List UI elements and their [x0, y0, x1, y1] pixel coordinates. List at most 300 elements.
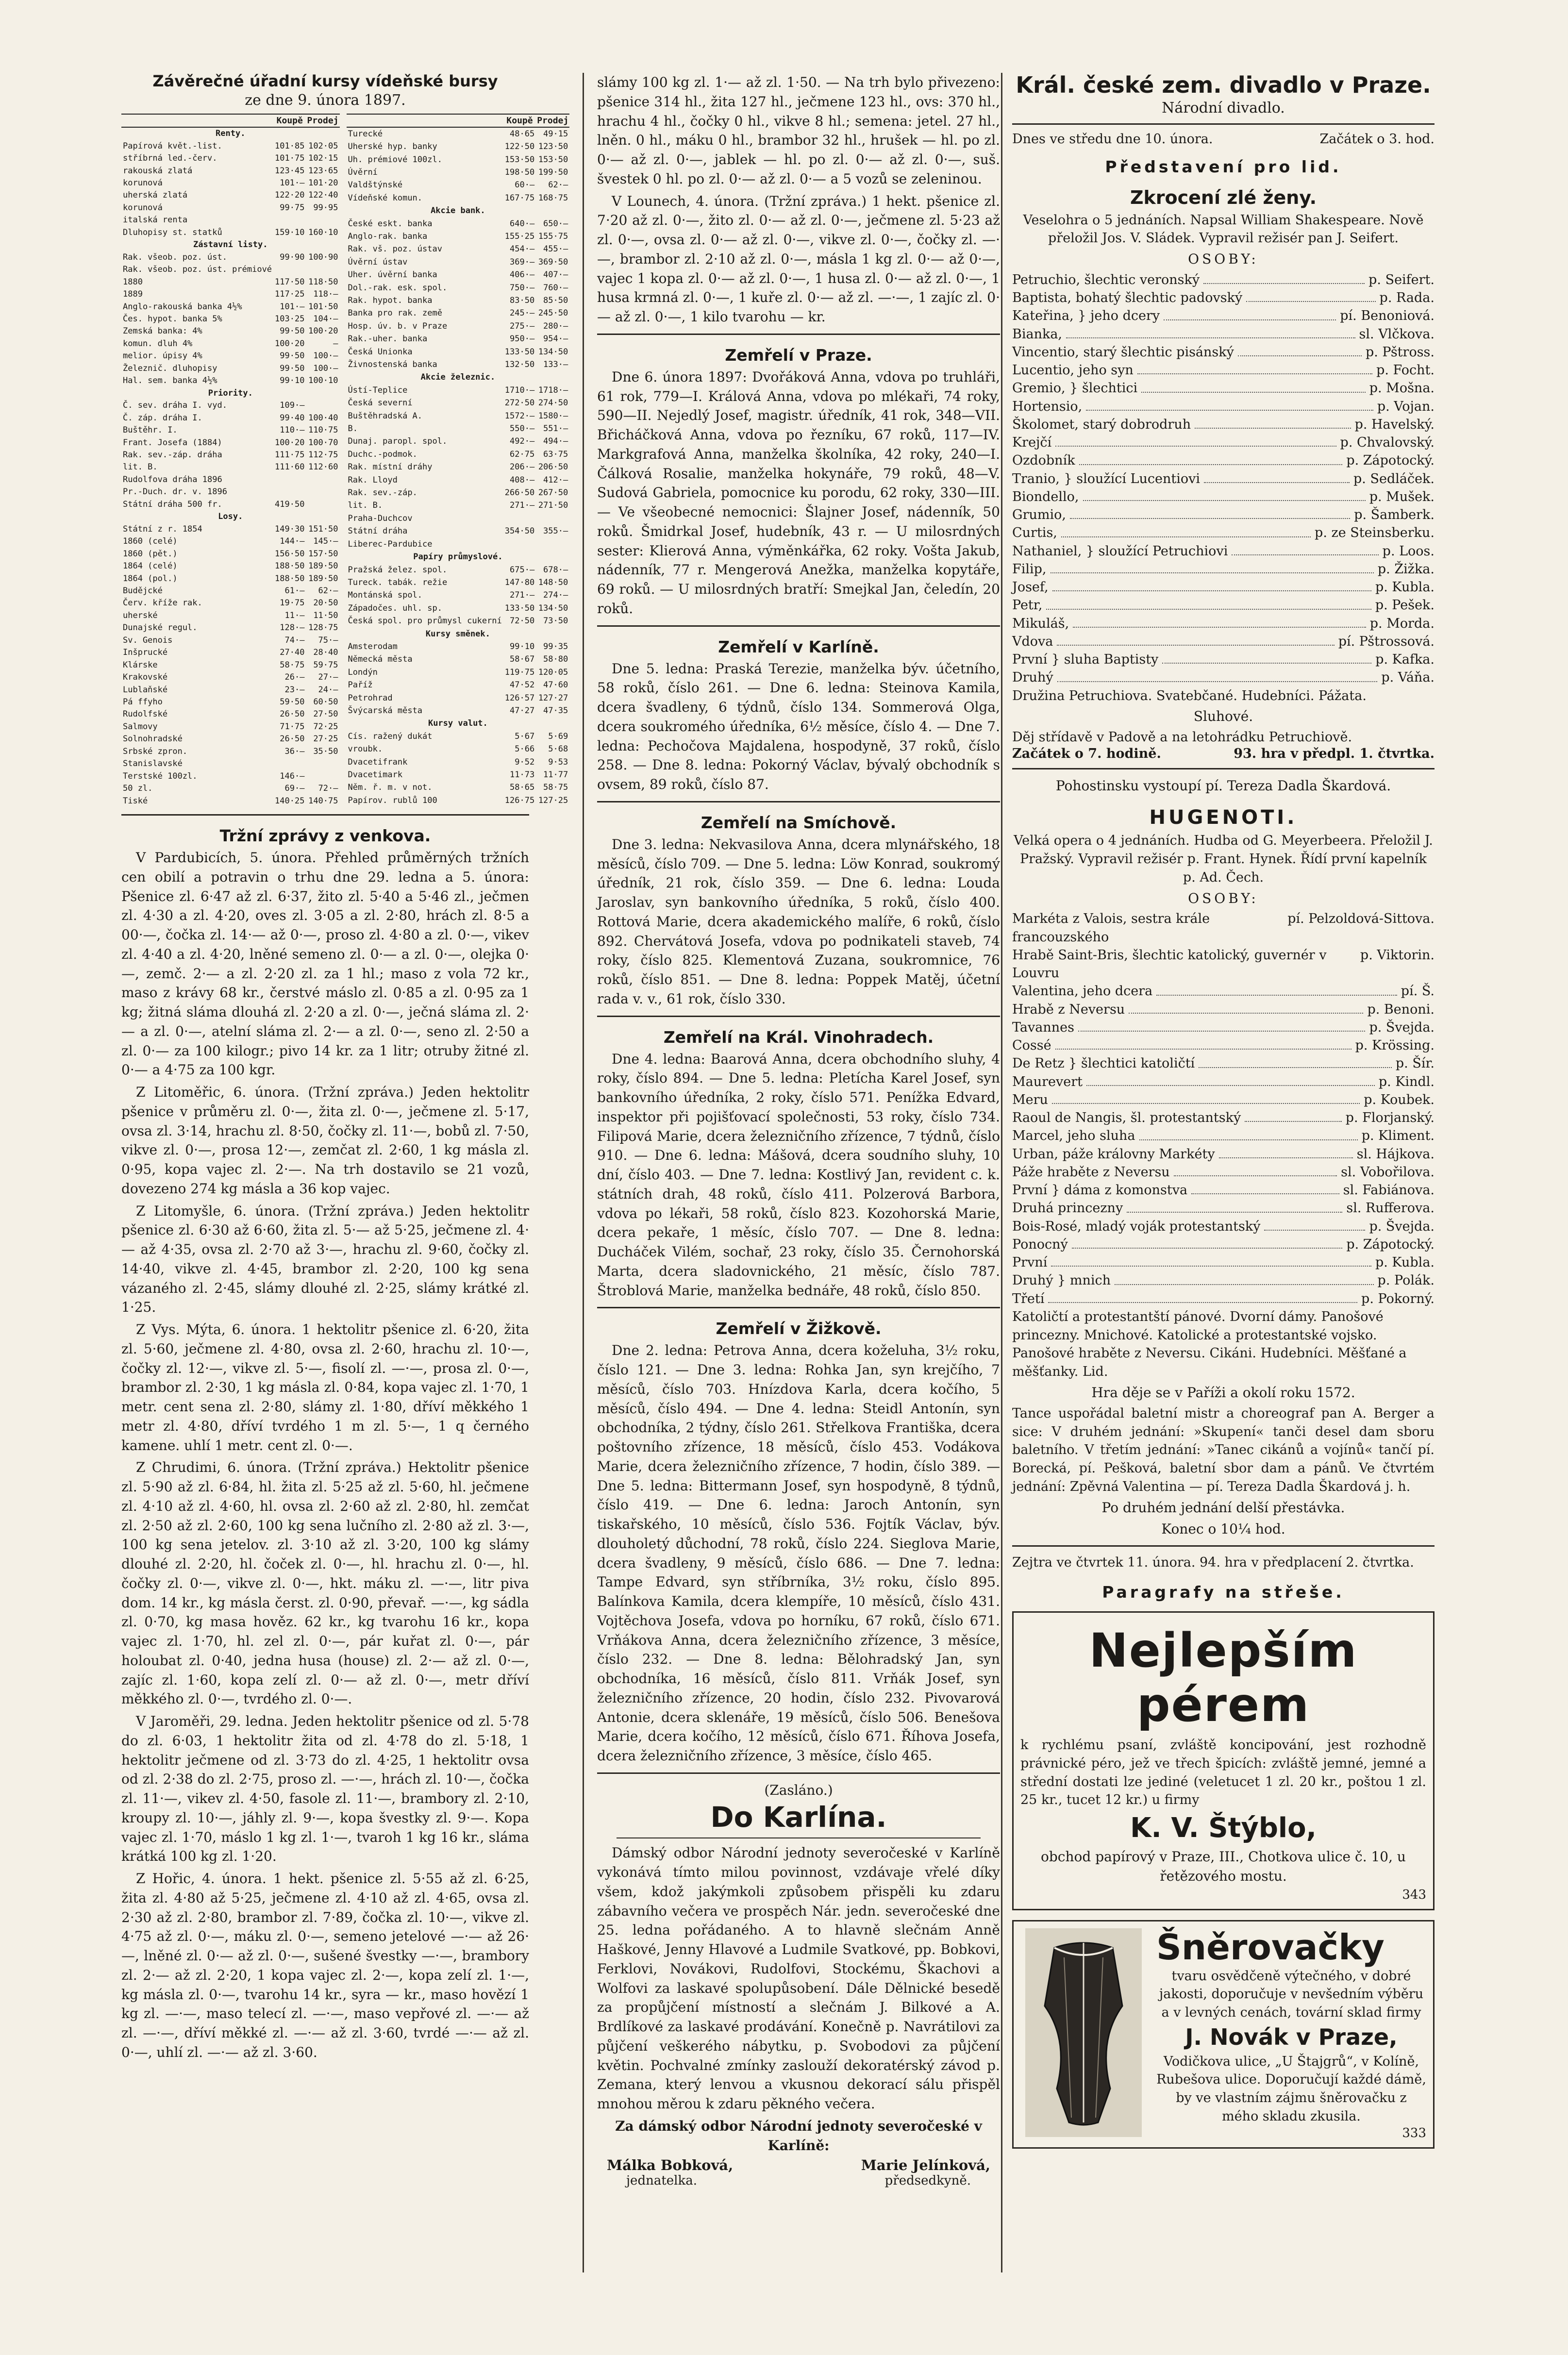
ad-pen-text: k rychlému psaní, zvláště koncipování, jest rozhodně právnické péro, jež ve třech špicích: zvláště jemné, jemné a střední dostati lze jediné (veletucet 1 zl. 20 kr., poštou 1 zl. 25 kr., tucet 12 kr.) u firmy — [1020, 1737, 1426, 1808]
cast-role: Družina Petruchiova. Svatebčané. Hudebníci. Pážata. — [1012, 688, 1367, 703]
death-section-title: Zemřelí v Karlíně. — [718, 637, 879, 656]
stock-row — [121, 264, 340, 276]
stock-table-left — [121, 114, 340, 807]
cast-row — [1012, 416, 1435, 434]
stock-section-row — [347, 718, 570, 730]
stock-row — [347, 141, 570, 153]
stock-name: Inšprucké — [123, 648, 168, 658]
stock-row — [121, 437, 340, 449]
cast-role: Vdova — [1012, 634, 1053, 649]
market-report: V Jaroměři, 29. ledna. Jeden hektolitr pšenice od zl. 5·78 do zl. 6·03, 1 hektolitr žita od zl. 4·78 do zl. 5·18, 1 hektolitr ječmene od zl. 3·73 do zl. 4·25, 1 hektolitr ovsa od zl. 2·38 do zl. 2·75, proso zl. —·—, hrách zl. 10·—, čočka zl. 11·—, vikev zl. 4·50, fasole zl. 11·—, brambory zl. 2·10, kroupy zl. 10·—, jáhly zl. 9·—, kopa švestky zl. 9·—. Kopa vajec zl. 1·70, máslo 1 kg zl. 1·—, tvaroh 1 kg 16 kr., sláma krátká 100 kg zl. 1·20. — [121, 1713, 529, 1865]
divider — [617, 1837, 981, 1838]
cast-row — [1012, 271, 1435, 289]
cast-role: Kateřina, } jeho dcery — [1012, 308, 1160, 324]
stock-row — [121, 152, 340, 165]
stock-row — [347, 397, 570, 410]
stock-sell: 267·50 — [538, 488, 568, 498]
stock-sell: 650·— — [543, 218, 568, 229]
stock-sell: 189·50 — [308, 561, 338, 571]
cast-actor: sl. Hájkova. — [1356, 1146, 1435, 1162]
death-section-text: Dne 3. ledna: Nekvasilova Anna, dcera mlynářského, 18 měsíců, číslo 709. — Dne 5. ledna: Löw Konrad, soukromý úředník, 21 rok, číslo 359. — Dne 6. ledna: Louda Jaroslav, syn bankovního úředníka, 5 roků, číslo 400. Rottová Marie, dcera akademického malíře, 6 roků, číslo 892. Chervátová Josefa, vdova po podnikateli staveb, 74 roky, číslo 825. Klementová Zuzana, soukromnice, 76 roků, číslo 851. — Dne 8. ledna: Poppek Matěj, účetní rada v. v., 61 rok, číslo 330. — [597, 836, 1000, 1007]
stock-sell: 101·50 — [308, 301, 338, 312]
stock-buy: 126·57 — [504, 693, 535, 703]
stock-buy — [273, 758, 306, 770]
scene-line-1: Děj střídavě v Padově a na letohrádku Petruchiově. — [1012, 729, 1352, 745]
stock-row — [121, 721, 340, 733]
stock-sell — [306, 758, 339, 770]
cast-actor: p. Kafka. — [1375, 652, 1435, 668]
cast-row — [1012, 1145, 1435, 1163]
stock-sell: 145·— — [313, 536, 338, 547]
stock-buy: 101·— — [280, 178, 305, 188]
stock-row — [121, 461, 340, 473]
stock-sell: 369·50 — [538, 257, 568, 267]
stock-row — [121, 733, 340, 745]
stock-buy: 101·— — [280, 301, 305, 312]
stock-name: uherská zlatá — [123, 190, 188, 200]
stock-row — [347, 705, 570, 718]
cast-row — [1012, 1253, 1435, 1271]
stock-name: Cís. ražený dukát — [348, 731, 433, 741]
stock-row — [121, 313, 340, 325]
stock-row — [347, 487, 570, 500]
stock-name: 1864 (pol.) — [123, 573, 178, 584]
karlin-heading: Do Karlína. — [710, 1800, 887, 1834]
dot-leader — [1238, 343, 1362, 356]
stock-name: Úvěrní ústav — [348, 257, 408, 267]
cast-row — [1012, 1181, 1435, 1199]
column-rule — [583, 73, 584, 2272]
stock-name: Dluhopisy st. statků — [123, 227, 222, 237]
stock-buy: 354·50 — [504, 526, 535, 536]
stock-sell: 11·77 — [543, 770, 568, 780]
stock-name: Živnostenská banka — [348, 360, 437, 369]
stock-sell: 72·25 — [313, 721, 338, 732]
stock-buy: 103·25 — [275, 314, 305, 324]
stock-row — [121, 375, 340, 387]
dot-leader — [1129, 1001, 1363, 1014]
cast-row — [1012, 506, 1435, 524]
stock-sell: — — [333, 338, 338, 349]
theatre-subheading: Národní divadlo. — [1162, 99, 1285, 117]
stock-sell: 9·53 — [548, 757, 568, 767]
stock-row — [347, 346, 570, 358]
stock-buy: 72·50 — [510, 616, 535, 626]
stock-name: Hal. sem. banka 4½% — [123, 376, 217, 386]
stock-name: Londýn — [348, 667, 378, 677]
cast-role: Grumio, — [1012, 507, 1066, 523]
dot-leader — [1057, 668, 1378, 682]
cast-row — [1012, 361, 1435, 379]
stock-row — [347, 282, 570, 294]
stock-buy: 59·50 — [280, 697, 305, 707]
cast-actor: p. Pešek. — [1375, 598, 1435, 613]
stock-section-row — [121, 387, 340, 400]
stock-buy: 100·20 — [275, 338, 305, 349]
stock-name: Frant. Josefa (1884) — [123, 437, 222, 448]
stock-sell: 28·40 — [313, 648, 338, 658]
cast-actor: sl. Rufferova. — [1346, 1201, 1435, 1216]
performance-type: Představení pro lid. — [1105, 157, 1342, 176]
cast-actor: sl. Vlčkova. — [1359, 326, 1435, 342]
stock-name: lit. B. — [348, 501, 383, 511]
cast-role: Tranio, } sloužící Lucentiovi — [1012, 471, 1200, 486]
stock-sell: 20·50 — [313, 598, 338, 608]
stock-name: Rak. sev.-záp. — [348, 488, 417, 498]
stock-row — [347, 423, 570, 435]
stock-sell: 112·60 — [308, 462, 338, 472]
stock-buy: 60·— — [515, 180, 535, 190]
stock-name: Petrohrad — [348, 693, 393, 703]
cast-actor: sl. Fabiánova. — [1343, 1183, 1435, 1198]
date-right: Začátek o 3. hod. — [1319, 131, 1435, 147]
stock-name: Rak. vš. poz. ústav — [348, 244, 442, 254]
dot-leader — [1199, 1054, 1392, 1068]
cast-row — [1012, 542, 1435, 560]
cast-row — [1012, 1271, 1435, 1289]
stock-sell: 760·— — [543, 283, 568, 293]
cast-role: Josef, — [1012, 580, 1049, 595]
stock-sell: 47·35 — [543, 705, 568, 716]
stock-buy: 100·20 — [275, 437, 305, 448]
stock-sell — [306, 474, 339, 486]
stock-buy: 117·25 — [275, 289, 305, 300]
stock-row — [121, 622, 340, 634]
stock-sell: 127·25 — [538, 796, 568, 805]
dot-leader — [1139, 1127, 1358, 1140]
stock-row — [347, 320, 570, 333]
cast-actor: p. Pokorný. — [1361, 1291, 1435, 1306]
stock-row — [121, 535, 340, 548]
market-report: Z Hořic, 4. února. 1 hekt. pšenice zl. 5·55 až zl. 6·25, žita zl. 4·80 až 5·25, ječmene zl. 4·10 až zl. 4·65, ovsa zl. 2·30 až zl. 2·80, brambor zl. 7·89, čočka zl. 10·—, vikve zl. 4·75 až zl. 0·—, máku zl. 0·—, semeno jetelové —·— až 26·—, lněné zl. 0·— až zl. 0·—, sušené švestky —·—, brambory zl. 2·— až zl. 2·20, 1 kopa vajec zl. 2·—, kopa zelí zl. 1·—, kg másla zl. 0·—, tvarohu 14 kr., syra — kr., maso hovězí 1 kg zl. —·—, maso telecí zl. —·—, maso vepřové zl. —·— až zl. —·—, dříví měkké zl. —·— až zl. 3·60, tvrdé —·— až zl. 0·—, uhlí zl. —·— až zl. 3·60. — [121, 1871, 529, 2060]
stock-row — [347, 794, 570, 807]
stock-name: Uher. úvěrní banka — [348, 270, 437, 280]
stock-name: Lublaňské — [123, 685, 168, 695]
stock-buy: 101·75 — [275, 153, 305, 164]
stock-name: Solnohradské — [123, 734, 183, 744]
cast-row — [1012, 687, 1435, 705]
stock-sell: 47·60 — [543, 680, 568, 690]
stock-name: 1860 (celé) — [123, 536, 178, 547]
pause-line: Po druhém jednání delší přestávka. — [1101, 1499, 1345, 1516]
stock-buy: 119·75 — [504, 667, 535, 677]
stock-buy: 271·— — [510, 590, 535, 601]
stock-name: Česká Unionka — [348, 347, 413, 357]
cast-role: Hortensio, — [1012, 399, 1083, 414]
stock-buy: 144·— — [280, 536, 305, 547]
stock-sell: 122·40 — [308, 190, 338, 200]
stock-row — [347, 243, 570, 256]
dot-leader — [1051, 1253, 1371, 1267]
cast-row — [1012, 596, 1435, 614]
stock-buy: 61·— — [284, 585, 305, 596]
stock-sell: 274·50 — [538, 398, 568, 408]
stock-row — [347, 256, 570, 268]
stock-name: Uh. prémiové 100zl. — [348, 154, 442, 165]
stock-buy: 26·50 — [280, 709, 305, 719]
cast-role: Petr, — [1012, 598, 1043, 613]
divider — [121, 814, 529, 816]
stock-row — [347, 269, 570, 282]
stock-sell: 24·— — [318, 685, 338, 695]
dot-leader — [1055, 1036, 1351, 1050]
stock-row — [347, 769, 570, 782]
stock-name: stříbrná led.-červ. — [123, 153, 217, 164]
stock-name: korunová — [123, 178, 163, 188]
divider — [597, 625, 1000, 627]
cast-actor: p. Florjanský. — [1345, 1110, 1435, 1126]
dot-leader — [1079, 451, 1343, 465]
cast-actor: p. Švejda. — [1369, 1219, 1435, 1234]
cast-actor: p. Focht. — [1376, 363, 1435, 378]
stock-sell — [536, 512, 569, 525]
stock-row — [121, 177, 340, 189]
ad-corsets-firm: J. Novák v Praze, — [1185, 2023, 1398, 2050]
stock-row — [121, 338, 340, 350]
stock-row — [347, 359, 570, 371]
stock-row — [121, 671, 340, 684]
ad-corsets-heading: Šněrovačky — [1156, 1927, 1385, 1968]
cast-role: Bois-Rosé, mladý voják protestantský — [1012, 1219, 1261, 1234]
stock-sell — [306, 770, 339, 783]
stock-row — [347, 295, 570, 307]
col-name-header — [347, 114, 503, 127]
stock-name: Anglo-rak. banka — [348, 231, 428, 241]
stock-buy: 99·75 — [280, 202, 305, 213]
stock-buy: 58·65 — [510, 783, 535, 793]
stock-name: Státní dráha — [348, 526, 408, 536]
cast-actor: p. Krössing. — [1355, 1038, 1435, 1053]
stock-sell: 1718·— — [538, 385, 568, 395]
stock-name: italská renta — [123, 215, 188, 225]
ad-corsets — [1012, 1920, 1435, 2148]
cast-actor: pí. Benoniová. — [1340, 308, 1435, 324]
stock-sell: 75·— — [318, 635, 338, 645]
stock-sell: 101·20 — [308, 178, 338, 188]
cast-role: Hrabě z Neversu — [1012, 1002, 1125, 1017]
stock-sell: 112·75 — [308, 450, 338, 460]
cast-row — [1012, 343, 1435, 361]
stock-name: Anglo-rakouská banka 4½% — [123, 301, 242, 312]
cast-row — [1012, 524, 1435, 542]
cast-row — [1012, 1054, 1435, 1072]
col-name-header — [121, 114, 273, 127]
karlin-text: Dámský odbor Národní jednoty severočeské v Karlíně vykonává tímto milou povinnost, vzdávaje vřelé díky všem, kdož jakýmkoli způsobem přispěli ku zdaru zábavního večera ve prospěch Nár. jedn. severočeské dne 25. ledna pořádaného. A to hlavně slečnám Anně Haškové, Jenny Hlavové a Ludmile Svatkové, pp. Bobkovi, Ferklovi, Novákovi, Rudolfovi, Stockému, Škachovi a Wolfovi za laskavé spolupůsobení. Dále Dělnické besedě za propůjčení místností a slečnám J. Bilkové a A. Brdlíkové za laskavé prodávání. Konečně p. Navrátilovi za půjčení veškerého nábytku, p. Svobodovi za půjčení květin. Pochvalné zmínky zaslouží dekoratérský závod p. Zemana, který lenvou a vkusnou dekorací sálu přispěl mnohou měrou k zdaru pěkného večera. — [597, 1845, 1000, 2112]
stock-name: Srbské zpron. — [123, 746, 188, 756]
cast-role: Ozdobník — [1012, 453, 1075, 468]
servants-line: Sluhové. — [1193, 708, 1253, 724]
stock-buy: 147·80 — [504, 577, 535, 587]
stock-row — [347, 500, 570, 512]
stock-row — [121, 770, 340, 783]
cast-role: Ponocný — [1012, 1236, 1068, 1252]
cast-actor: p. Kliment. — [1361, 1128, 1435, 1144]
stock-row — [121, 449, 340, 461]
cast-actor: p. Sedláček. — [1353, 471, 1435, 486]
stock-name: Pr.-Duch. dr. v. 1896 — [123, 487, 227, 497]
stock-row — [347, 230, 570, 243]
cast-row — [1012, 289, 1435, 307]
stock-buy: 153·50 — [504, 154, 535, 165]
stock-buy: 117·50 — [275, 277, 305, 287]
tomorrow-play: Paragrafy na střeše. — [1102, 1583, 1345, 1602]
column-deaths — [597, 73, 1000, 2272]
stock-row — [121, 610, 340, 622]
stock-section-title: Akcie železnic. — [420, 372, 496, 383]
cast-row — [1012, 633, 1435, 651]
stock-row — [121, 573, 340, 585]
stock-sell — [306, 264, 339, 276]
stock-sell: 58·75 — [543, 783, 568, 793]
stock-buy: 71·75 — [280, 721, 305, 732]
stock-row — [121, 325, 340, 337]
dot-leader — [1115, 1271, 1373, 1285]
cast-role: Nathaniel, } sloužící Petruchiovi — [1012, 543, 1228, 559]
stock-name: komun. dluh 4% — [123, 338, 193, 349]
stock-name: Tiské — [123, 796, 148, 806]
stock-row — [121, 412, 340, 424]
stock-buy: 1572·— — [504, 411, 535, 421]
death-notices — [597, 334, 1000, 1766]
stock-row — [347, 512, 570, 525]
stock-name: Rak. všeob. poz. úst. prémiové — [123, 265, 272, 275]
stock-name: Dol.-rak. esk. spol. — [348, 283, 448, 293]
cast-actor: sl. Vobořilova. — [1341, 1164, 1435, 1180]
stock-sell: 100·70 — [308, 437, 338, 448]
cast-row — [1012, 398, 1435, 416]
stock-buy: 640·— — [510, 218, 535, 229]
death-section-text: Dne 2. ledna: Petrova Anna, dcera koželuhа, 3½ roku, číslo 121. — Dne 3. ledna: Rohka Jan, syn krejčího, 7 měsíců, číslo 703. Hnízdova Karla, dcera kočího, 5 měsíců, číslo 494. — Dne 4. ledna: Steidl Antonín, syn obchodníka, 2 týdny, číslo 261. Střelkova Františka, dcera poštovního zřízence, 18 měsíců, číslo 453. Vodákova Marie, dcera železničního zřízence, 7 hodin, číslo 389. — Dne 5. ledna: Bittermann Josef, syn hospodyně, 8 týdnů, číslo 419. — Dne 6. ledna: Jaroch Antonín, syn tiskařského, 10 měsíců, číslo 536. Fojtík Václav, býv. dlouholetý důchodní, 78 roků, číslo 224. Sieglova Marie, dcera švadleny, 9 měsíců, číslo 686. — Dne 7. ledna: Tampe Edvard, syn stříbrníka, 3½ roku, číslo 895. Balínkova Kamila, dcera klempíře, 10 měsíců, číslo 431. Vojtěchova Josefa, vdova po horníku, 67 roků, číslo 671. Vrňákova Anna, dcera železničního zřízence, 3 měsíce, číslo 232. — Dne 8. ledna: Bělohradský Jan, syn obchodníka, 16 měsíců, číslo 811. Vrňák Josef, syn železničního zřízence, 20 hodin, číslo 232. Pivovarová Antonie, dcera sklenáře, 19 měsíců, číslo 506. Benešova Marie, dcera kočího, 12 měsíců, číslo 671. Říhova Josefa, dcera železničního zřízence, 3 měsíce, číslo 465. — [597, 1342, 1000, 1764]
stock-sell: 49·15 — [543, 129, 568, 139]
market-report: Z Litomyšle, 6. února. (Tržní zpráva.) Jeden hektolitr pšenice zl. 6·30 až 6·60, žita zl. 5·— až 5·25, ječmene zl. 4·— až 4·35, ovsa zl. 2·70 až 3·—, hrachu zl. 9·60, čočky zl. 14·40, vikve zl. 4·45, brambor zl. 2·20, 100 kg sena vázaného zl. 2·45, slámy dlouhé zl. 2·25, slámy krátké zl. 1·25. — [121, 1203, 529, 1316]
stock-table-right — [347, 114, 570, 807]
stock-sell: 63·75 — [543, 449, 568, 459]
cast-role: Marcel, jeho sluha — [1012, 1128, 1135, 1144]
cast-role: Meru — [1012, 1092, 1048, 1107]
stock-buy: 123·45 — [275, 166, 305, 176]
stock-row — [347, 448, 570, 461]
play2-title: HUGENOTI. — [1149, 806, 1298, 829]
stock-sell: 11·50 — [313, 610, 338, 620]
cast-row — [1012, 488, 1435, 506]
divider — [597, 1307, 1000, 1308]
dot-leader — [1219, 1145, 1353, 1158]
stock-name: Praha-Duchcov — [348, 513, 413, 523]
stock-buy: 99·40 — [280, 413, 305, 423]
cast-row — [1012, 1163, 1435, 1181]
stock-name: Terstské 100zl. — [123, 771, 198, 781]
cast-actor: p. Kindl. — [1378, 1074, 1435, 1089]
cast-row — [1012, 1290, 1435, 1308]
stock-name: Červ. kříže rak. — [123, 598, 202, 608]
stock-buy: 492·— — [510, 436, 535, 447]
market-report: Z Chrudimi, 6. února. (Tržní zpráva.) Hektolitr pšenice zl. 5·90 až zl. 6·84, hl. žita zl. 5·25 až zl. 5·60, hl. ječmene zl. 4·10 až zl. 4·60, hl. ovsa zl. 2·60 až zl. 2·80, hl. zemčat zl. 2·50 až zl. 2·60, 100 kg sena lučního zl. 2·80 až zl. 3·—, 100 kg sena jetelov. zl. 3·10 až zl. 3·20, 100 kg slámy dlouhé zl. 2·20, hl. čoček zl. 0·—, hl. hrachu zl. 0·—, hl. čočky zl. 0·—, vikve zl. 0·—, hkt. máku zl. —·—, litr piva dom. 14 kr., kg másla čerst. zl. 0·90, převař. —·—, kg sádla zl. 0·70, kg masa hověz. 62 kr., kg tvarohu 16 kr., kopa vajec zl. 1·70, hl. zel zl. 0·—, pár kuřat zl. 0·—, pár holoubat zl. 0·40, jedna husa (house) zl. 2·— až zl. 0·—, zajíc zl. 1·60, kopa zelí zl. 0·— až zl. 0·—, metr dříví měkkého zl. 0·—, tvrdého zl. 0·—. — [121, 1459, 529, 1707]
stock-name: Paříž — [348, 680, 373, 690]
stock-name: Stanislavské — [123, 759, 183, 769]
stock-row — [347, 153, 570, 166]
divider — [1012, 768, 1435, 769]
stock-sell: 127·27 — [538, 693, 568, 703]
cast-role: Filip, — [1012, 561, 1047, 577]
stock-row — [347, 384, 570, 397]
stock-sell: 99·35 — [543, 641, 568, 651]
column-rule — [1001, 73, 1002, 2272]
stock-sell: 123·50 — [538, 142, 568, 152]
stock-name: Pá ffyho — [123, 697, 163, 707]
stock-sell: 678·— — [543, 565, 568, 575]
cast-actor: p. Koubek. — [1364, 1092, 1435, 1107]
stock-name: 1889 — [123, 289, 143, 300]
stock-section-title: Kursy valut. — [428, 718, 488, 729]
ad-corsets-number: 333 — [1402, 2125, 1426, 2140]
death-section-title: Zemřelí v Praze. — [725, 345, 872, 365]
death-section-text: Dne 5. ledna: Praská Terezie, manželka býv. účetního, 58 roků, číslo 261. — Dne 6. ledna: Steinova Kamila, dcera švadleny, 6 týdnů, číslo 134. Sommerová Olga, dcera soukromého úředníka, 6½ měsíce, číslo 4. — Dne 7. ledna: Pechočova Majdalena, hospodyně, 37 roků, číslo 258. — Dne 8. ledna: Pokorný Václav, bývalý obchodník s ovsem, 89 roků, číslo 87. — [597, 660, 1000, 792]
stock-sell: 100·— — [313, 363, 338, 373]
stock-row — [347, 474, 570, 486]
stock-row — [347, 538, 570, 551]
cast-label: OSOBY: — [1188, 890, 1259, 906]
cast-actor: p. Loos. — [1382, 543, 1435, 559]
stock-section-title: Renty. — [216, 129, 246, 139]
stock-sell: 274·— — [543, 590, 568, 601]
end-line: Konec o 10¼ hod. — [1161, 1520, 1285, 1537]
stock-buy — [273, 474, 306, 486]
dot-leader — [1127, 1199, 1342, 1212]
stock-name: Krakovské — [123, 672, 168, 683]
scene-line-2: Hra děje se v Paříži a okolí roku 1572. — [1091, 1385, 1355, 1401]
market-report: V Pardubicích, 5. února. Přehled průměrných tržních cen obilí a potravin o trhu dne 29. ledna a 5. února: Pšenice zl. 6·47 až zl. 6·37, žito zl. 5·40 a 5·46 zl., ječmen zl. 4·30 a zl. 4·20, oves zl. 3·05 a zl. 2·80, hrách zl. 8·5 a 00·—, čočka zl. 14·— až 0·—, proso zl. 4·80 a zl. 0·—, vikev zl. 4·40 a zl. 4·20, lněné semeno zl. 0·— a zl. 0·—, olejka 0·—, zemč. 2·— a zl. 2·20 zl. za 1 hl.; maso z vola 72 kr., maso z krávy 68 kr., čerstvé máslo zl. 0·85 a zl. 0·95 za 1 kg; žitná sláma dlouhá zl. 2·20 a zl. 0·—, ječná sláma zl. 2·— a zl. 0·—, atelní sláma zl. 2·— a zl. 0·—, seno zl. 2·50 a zl. 0·— za 100 kilogr.; pivo 14 kr. za 1 litr; otruby žitné zl. 0·— a 4·75 za 100 kgr. — [121, 850, 529, 1078]
dot-leader — [1264, 1218, 1365, 1231]
stock-buy: 271·— — [510, 501, 535, 511]
stock-name: Sv. Genois — [123, 635, 173, 645]
stock-sell: 133·— — [543, 360, 568, 369]
stock-name: Pražská želez. spol. — [348, 565, 448, 575]
ad-corsets-text: tvaru osvědčeně výtečného, v dobré jakosti, doporučuje v nevšedním výběru a v levných cenách, tovární sklad firmy — [1159, 1968, 1424, 2021]
cast-row — [1012, 1019, 1435, 1036]
col-buy-header: Koupě — [503, 114, 536, 127]
stock-sell: 151·50 — [308, 524, 338, 534]
stock-sell: 1580·— — [538, 411, 568, 421]
divider — [1012, 1545, 1435, 1547]
stock-buy: 156·50 — [275, 549, 305, 559]
death-section-title: Zemřelí v Žižkově. — [716, 1319, 882, 1338]
cast-actor: p. Kubla. — [1375, 1255, 1435, 1270]
stock-sell — [306, 486, 339, 498]
stock-buy: 11·— — [284, 610, 305, 620]
stock-section-row — [121, 511, 340, 523]
stock-sell: 99·95 — [313, 202, 338, 213]
cast-actor: p. Šamberk. — [1354, 507, 1435, 523]
stock-buy: 1710·— — [504, 385, 535, 395]
cast-role: První — [1012, 1255, 1048, 1270]
stock-name: Vídeňské komun. — [348, 193, 423, 203]
cast-row — [1012, 982, 1435, 1000]
play2-description: Velká opera o 4 jednáních. Hudba od G. Meyerbeera. Přeložil J. Pražský. Vypravil režisér p. Frant. Hynek. Řídí první kapelník p. Ad. Čech. — [1014, 833, 1433, 885]
stock-section-row — [347, 371, 570, 384]
cast-role: Baptista, bohatý šlechtic padovský — [1012, 290, 1243, 306]
stock-row — [121, 696, 340, 708]
cast-actor: p. Vojan. — [1377, 399, 1435, 414]
dot-leader — [1070, 506, 1350, 519]
stock-sell: 455·— — [543, 244, 568, 254]
stock-sell: 954·— — [543, 334, 568, 344]
stock-sell: 27·25 — [313, 734, 338, 744]
stock-buy: 206·— — [510, 462, 535, 472]
stock-sell: 412·— — [543, 475, 568, 485]
stock-buy: 159·10 — [275, 227, 305, 237]
stock-row — [347, 192, 570, 204]
stock-buy: 133·50 — [504, 603, 535, 613]
